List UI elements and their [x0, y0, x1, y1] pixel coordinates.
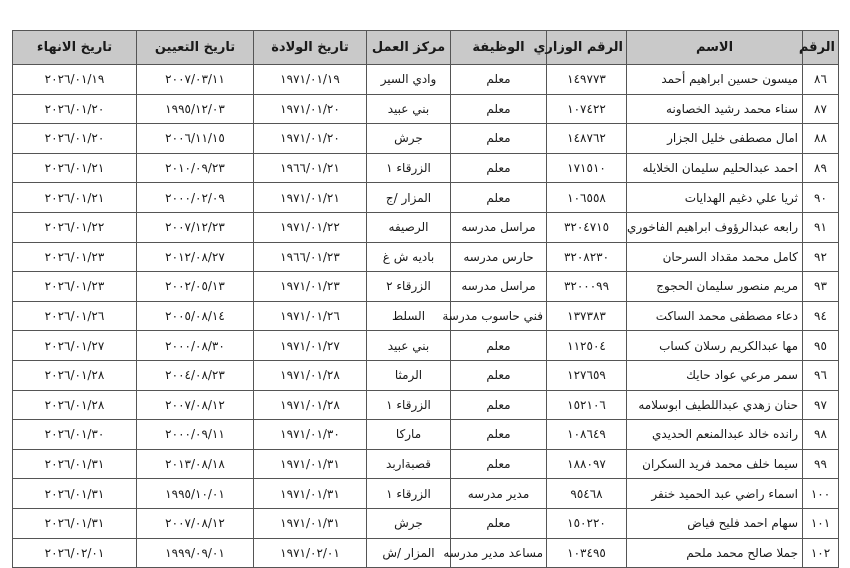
- end-date-cell: ٢٠٢٦/٠١/٣٠: [13, 420, 137, 450]
- num-cell: ٩٢: [803, 242, 839, 272]
- appointment-date-cell: ٢٠١٣/٠٨/١٨: [137, 449, 254, 479]
- job-cell: معلم: [451, 360, 547, 390]
- ministry-no-cell: ١٥٠٢٢٠: [547, 508, 627, 538]
- work-center-cell: الرمثا: [367, 360, 451, 390]
- job-cell: مدير مدرسه: [451, 479, 547, 509]
- end-date-cell: ٢٠٢٦/٠١/٢٢: [13, 212, 137, 242]
- employee-table: [12, 30, 839, 568]
- birth-date-cell: ١٩٦٦/٠١/٢١: [254, 153, 367, 183]
- birth-date-cell: ١٩٧١/٠١/٢١: [254, 183, 367, 213]
- table-row: [13, 508, 839, 538]
- job-cell: معلم: [451, 331, 547, 361]
- appointment-date-cell: ٢٠٠٧/٠٨/١٢: [137, 390, 254, 420]
- job-cell: معلم: [451, 65, 547, 95]
- appointment-date-cell: ٢٠٠٧/١٢/٢٣: [137, 212, 254, 242]
- num-cell: ٨٨: [803, 124, 839, 154]
- ministry-no-cell: ١٧١٥١٠: [547, 153, 627, 183]
- job-cell: مراسل مدرسه: [451, 212, 547, 242]
- ministry-no-cell: ٩٥٤٦٨: [547, 479, 627, 509]
- table-row: [13, 124, 839, 154]
- appointment-date-cell: ٢٠٠٠/٠٨/٣٠: [137, 331, 254, 361]
- table-row: [13, 360, 839, 390]
- name-cell: مها عبدالكريم رسلان كساب: [627, 331, 803, 361]
- job-cell: معلم: [451, 420, 547, 450]
- appointment-date-cell: ١٩٩٥/١٢/٠٣: [137, 94, 254, 124]
- appointment-date-cell: ٢٠٠٥/٠٨/١٤: [137, 301, 254, 331]
- table-row: [13, 242, 839, 272]
- job-cell: معلم: [451, 183, 547, 213]
- job-cell: معلم: [451, 508, 547, 538]
- name-cell: كامل محمد مقداد السرحان: [627, 242, 803, 272]
- table-row: [13, 390, 839, 420]
- appointment-date-cell: ٢٠٠٠/٠٢/٠٩: [137, 183, 254, 213]
- job-cell: معلم: [451, 94, 547, 124]
- num-cell: ٩٤: [803, 301, 839, 331]
- ministry-no-cell: ١٠٣٤٩٥: [547, 538, 627, 568]
- work-center-cell: المزار /ش: [367, 538, 451, 568]
- ministry-no-cell: ١٠٨٦٤٩: [547, 420, 627, 450]
- work-center-cell: المزار /ج: [367, 183, 451, 213]
- table-body: [13, 65, 839, 568]
- name-cell: ثريا علي دغيم الهدايات: [627, 183, 803, 213]
- end-date-cell: ٢٠٢٦/٠١/٢٨: [13, 360, 137, 390]
- work-center-cell: الرصيفه: [367, 212, 451, 242]
- birth-date-cell: ١٩٧١/٠١/٢٧: [254, 331, 367, 361]
- end-date-cell: ٢٠٢٦/٠١/٣١: [13, 479, 137, 509]
- end-date-cell: ٢٠٢٦/٠١/٣١: [13, 449, 137, 479]
- num-cell: ٩٨: [803, 420, 839, 450]
- work-center-cell: ماركا: [367, 420, 451, 450]
- num-cell: ١٠٠: [803, 479, 839, 509]
- name-cell: حنان زهدي عبداللطيف ابوسلامه: [627, 390, 803, 420]
- header-name: الاسم: [627, 31, 803, 65]
- work-center-cell: باديه ش غ: [367, 242, 451, 272]
- ministry-no-cell: ١٠٧٤٢٢: [547, 94, 627, 124]
- table-row: [13, 272, 839, 302]
- birth-date-cell: ١٩٧١/٠١/٣١: [254, 508, 367, 538]
- ministry-no-cell: ٣٢٠٨٢٣٠: [547, 242, 627, 272]
- num-cell: ١٠٢: [803, 538, 839, 568]
- birth-date-cell: ١٩٧١/٠١/٢٨: [254, 360, 367, 390]
- name-cell: سيما خلف محمد فريد السكران: [627, 449, 803, 479]
- work-center-cell: بني عبيد: [367, 331, 451, 361]
- table-row: [13, 301, 839, 331]
- table-row: [13, 331, 839, 361]
- birth-date-cell: ١٩٧١/٠١/٣٠: [254, 420, 367, 450]
- ministry-no-cell: ١٣٧٣٨٣: [547, 301, 627, 331]
- appointment-date-cell: ٢٠٠٧/٠٣/١١: [137, 65, 254, 95]
- appointment-date-cell: ١٩٩٩/٠٩/٠١: [137, 538, 254, 568]
- end-date-cell: ٢٠٢٦/٠١/٢١: [13, 183, 137, 213]
- name-cell: مريم منصور سليمان الحجوج: [627, 272, 803, 302]
- work-center-cell: الزرقاء ١: [367, 479, 451, 509]
- header-job: الوظيفة: [451, 31, 547, 65]
- table-row: [13, 538, 839, 568]
- num-cell: ٩١: [803, 212, 839, 242]
- work-center-cell: جرش: [367, 124, 451, 154]
- table-header-row: [13, 31, 839, 65]
- name-cell: رابعه عبدالرؤوف ابراهيم الفاخوري: [627, 212, 803, 242]
- birth-date-cell: ١٩٧١/٠٢/٠١: [254, 538, 367, 568]
- header-appointment-date: تاريخ التعيين: [137, 31, 254, 65]
- header-end-date: تاريخ الانهاء: [13, 31, 137, 65]
- birth-date-cell: ١٩٧١/٠١/٣١: [254, 479, 367, 509]
- table-row: [13, 94, 839, 124]
- end-date-cell: ٢٠٢٦/٠١/٢٦: [13, 301, 137, 331]
- birth-date-cell: ١٩٧١/٠١/٣١: [254, 449, 367, 479]
- ministry-no-cell: ١١٢٥٠٤: [547, 331, 627, 361]
- table-row: [13, 212, 839, 242]
- ministry-no-cell: ١٢٧٦٥٩: [547, 360, 627, 390]
- header-birth-date: تاريخ الولادة: [254, 31, 367, 65]
- ministry-no-cell: ١٤٨٧٦٢: [547, 124, 627, 154]
- job-cell: معلم: [451, 153, 547, 183]
- header-ministry-no: الرقم الوزاري: [547, 31, 627, 65]
- appointment-date-cell: ٢٠٠٤/٠٨/٢٣: [137, 360, 254, 390]
- num-cell: ٨٦: [803, 65, 839, 95]
- num-cell: ٨٩: [803, 153, 839, 183]
- end-date-cell: ٢٠٢٦/٠١/٢٧: [13, 331, 137, 361]
- birth-date-cell: ١٩٧١/٠١/٢٣: [254, 272, 367, 302]
- work-center-cell: بني عبيد: [367, 94, 451, 124]
- num-cell: ١٠١: [803, 508, 839, 538]
- ministry-no-cell: ١٠٦٥٥٨: [547, 183, 627, 213]
- end-date-cell: ٢٠٢٦/٠١/٢٣: [13, 242, 137, 272]
- end-date-cell: ٢٠٢٦/٠١/٣١: [13, 508, 137, 538]
- name-cell: امال مصطفى خليل الجزار: [627, 124, 803, 154]
- job-cell: فني حاسوب مدرسة: [451, 301, 547, 331]
- name-cell: سمر مرعي عواد حايك: [627, 360, 803, 390]
- appointment-date-cell: ١٩٩٥/١٠/٠١: [137, 479, 254, 509]
- ministry-no-cell: ٣٢٠٠٠٩٩: [547, 272, 627, 302]
- work-center-cell: الزرقاء ١: [367, 153, 451, 183]
- ministry-no-cell: ١٨٨٠٩٧: [547, 449, 627, 479]
- work-center-cell: السلط: [367, 301, 451, 331]
- name-cell: رانده خالد عبدالمنعم الحديدي: [627, 420, 803, 450]
- job-cell: مساعد مدير مدرسه: [451, 538, 547, 568]
- job-cell: حارس مدرسه: [451, 242, 547, 272]
- birth-date-cell: ١٩٧١/٠١/٢٨: [254, 390, 367, 420]
- appointment-date-cell: ٢٠٠٦/١١/١٥: [137, 124, 254, 154]
- table-row: [13, 479, 839, 509]
- birth-date-cell: ١٩٧١/٠١/٢٠: [254, 94, 367, 124]
- work-center-cell: جرش: [367, 508, 451, 538]
- appointment-date-cell: ٢٠١٢/٠٨/٢٧: [137, 242, 254, 272]
- num-cell: ٩٩: [803, 449, 839, 479]
- num-cell: ٨٧: [803, 94, 839, 124]
- end-date-cell: ٢٠٢٦/٠١/٢٨: [13, 390, 137, 420]
- name-cell: سهام احمد فليح فياض: [627, 508, 803, 538]
- ministry-no-cell: ١٥٢١٠٦: [547, 390, 627, 420]
- end-date-cell: ٢٠٢٦/٠١/١٩: [13, 65, 137, 95]
- num-cell: ٩٠: [803, 183, 839, 213]
- end-date-cell: ٢٠٢٦/٠١/٢١: [13, 153, 137, 183]
- retirement-table-sheet: [12, 30, 838, 568]
- birth-date-cell: ١٩٦٦/٠١/٢٣: [254, 242, 367, 272]
- header-num: الرقم: [803, 31, 839, 65]
- name-cell: دعاء مصطفى محمد الساكت: [627, 301, 803, 331]
- ministry-no-cell: ٣٢٠٤٧١٥: [547, 212, 627, 242]
- work-center-cell: الزرقاء ١: [367, 390, 451, 420]
- appointment-date-cell: ٢٠٠٧/٠٨/١٢: [137, 508, 254, 538]
- num-cell: ٩٥: [803, 331, 839, 361]
- appointment-date-cell: ٢٠٠٢/٠٥/١٣: [137, 272, 254, 302]
- ministry-no-cell: ١٤٩٧٧٣: [547, 65, 627, 95]
- end-date-cell: ٢٠٢٦/٠٢/٠١: [13, 538, 137, 568]
- birth-date-cell: ١٩٧١/٠١/٢٢: [254, 212, 367, 242]
- name-cell: احمد عبدالحليم سليمان الخلايله: [627, 153, 803, 183]
- job-cell: معلم: [451, 390, 547, 420]
- table-row: [13, 65, 839, 95]
- appointment-date-cell: ٢٠١٠/٠٩/٢٣: [137, 153, 254, 183]
- birth-date-cell: ١٩٧١/٠١/٢٠: [254, 124, 367, 154]
- num-cell: ٩٦: [803, 360, 839, 390]
- name-cell: جملا صالح محمد ملحم: [627, 538, 803, 568]
- job-cell: معلم: [451, 449, 547, 479]
- job-cell: معلم: [451, 124, 547, 154]
- end-date-cell: ٢٠٢٦/٠١/٢٠: [13, 94, 137, 124]
- work-center-cell: وادي السير: [367, 65, 451, 95]
- table-row: [13, 153, 839, 183]
- num-cell: ٩٣: [803, 272, 839, 302]
- table-row: [13, 420, 839, 450]
- num-cell: ٩٧: [803, 390, 839, 420]
- job-cell: مراسل مدرسه: [451, 272, 547, 302]
- header-work-center: مركز العمل: [367, 31, 451, 65]
- table-row: [13, 183, 839, 213]
- birth-date-cell: ١٩٧١/٠١/١٩: [254, 65, 367, 95]
- name-cell: سناء محمد رشيد الخصاونه: [627, 94, 803, 124]
- appointment-date-cell: ٢٠٠٠/٠٩/١١: [137, 420, 254, 450]
- birth-date-cell: ١٩٧١/٠١/٢٦: [254, 301, 367, 331]
- end-date-cell: ٢٠٢٦/٠١/٢٠: [13, 124, 137, 154]
- name-cell: اسماء راضي عبد الحميد خنفر: [627, 479, 803, 509]
- work-center-cell: الزرقاء ٢: [367, 272, 451, 302]
- name-cell: ميسون حسين ابراهيم أحمد: [627, 65, 803, 95]
- table-row: [13, 449, 839, 479]
- work-center-cell: قصبةاربد: [367, 449, 451, 479]
- end-date-cell: ٢٠٢٦/٠١/٢٣: [13, 272, 137, 302]
